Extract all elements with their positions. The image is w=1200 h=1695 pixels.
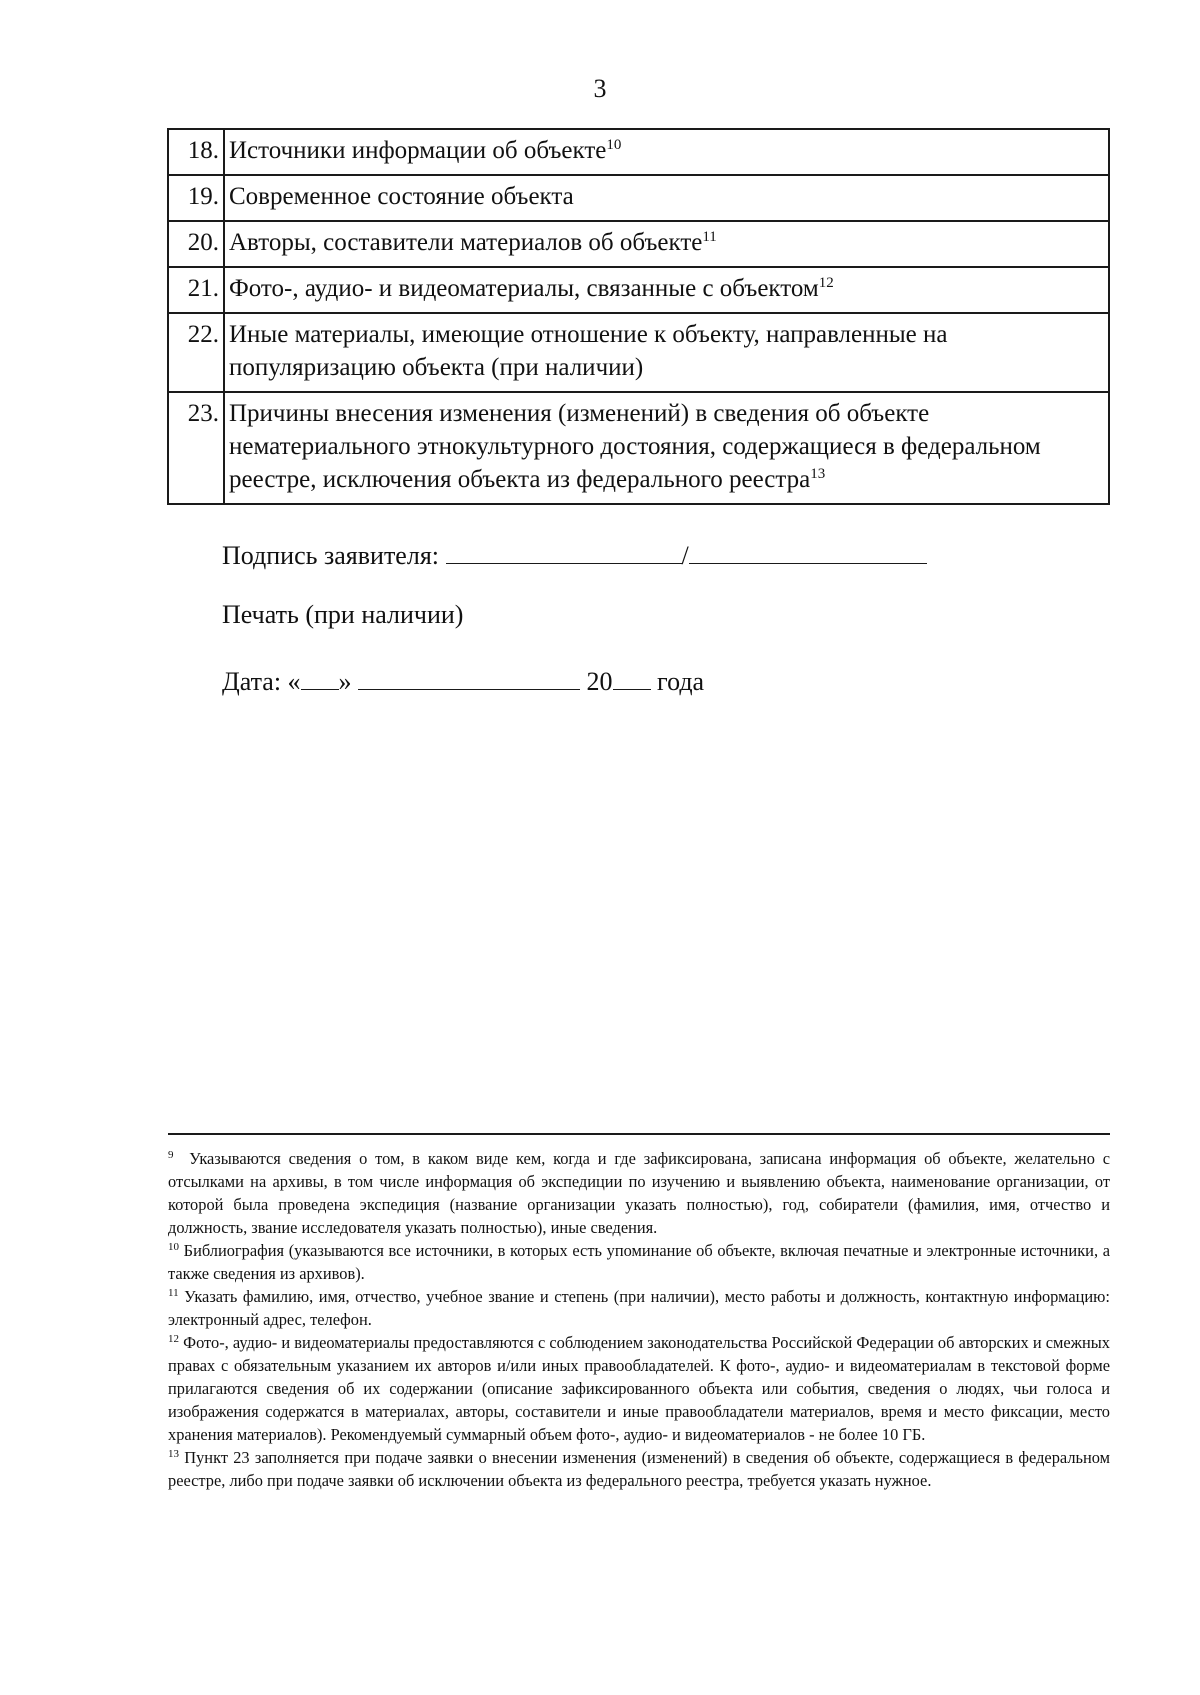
footnote-item bbox=[168, 1285, 1110, 1331]
signature-field[interactable] bbox=[446, 537, 682, 564]
footnote-text: Пункт 23 заполняется при подаче заявки о внесении изменения (изменений) в сведения об объекте, содержащиеся в федеральном реестре, либо при подаче заявки об исключении объекта из федерального реестра, требуется указать нужное. bbox=[168, 1448, 1110, 1490]
footnote-text: Библиография (указываются все источники, в которых есть упоминание об объекте, включая печатные и электронные источники, а также сведения из архивов). bbox=[168, 1241, 1110, 1283]
footnote-item bbox=[168, 1147, 1110, 1239]
table-row bbox=[168, 175, 1109, 221]
row-number: 21. bbox=[168, 267, 224, 313]
footnote-text: Указываются сведения о том, в каком виде кем, когда и где зафиксирована, записана информация об объекте, желательно с отсылками на архивы, в том числе информация об экспедиции по изучению и выявлению объекта, наименование организации, от которой была проведена экспедиция (название организации указать полностью), год, собиратели (фамилия, имя, отчество и должность, звание исследователя указать полностью), иные сведения. bbox=[168, 1149, 1110, 1237]
page-number: 3 bbox=[593, 74, 607, 103]
footnote-ref[interactable]: 12 bbox=[818, 275, 834, 291]
table-row bbox=[168, 221, 1109, 267]
date-close-quote: » bbox=[338, 667, 352, 696]
row-label: Иные материалы, имеющие отношение к объекту, направленные на популяризацию объекта (при наличии) bbox=[229, 321, 948, 381]
row-number: 22. bbox=[168, 313, 224, 392]
row-text bbox=[224, 221, 1109, 267]
row-text bbox=[224, 175, 1109, 221]
footnote-text: Фото-, аудио- и видеоматериалы предоставляются с соблюдением законодательства Российской Федерации об авторских и смежных правах с обязательным указанием их авторов и/или иных правообладателей. К фото-, аудио- и видеоматериалам в текстовой форме прилагаются сведения об их содержании (описание зафиксированного объекта или события, сведения о людях, чьи голоса и изображения содержатся в материалах, авторы, составители и иные правообладатели материалов, время и место фиксации, место хранения материалов). Рекомендуемый суммарный объем фото-, аудио- и видеоматериалов - не более 10 ГБ. bbox=[168, 1333, 1110, 1444]
footnote-item bbox=[168, 1331, 1110, 1446]
footnote-item bbox=[168, 1239, 1110, 1285]
footnote-mark: 9 bbox=[168, 1149, 174, 1161]
row-text bbox=[224, 392, 1109, 504]
date-year-suffix: года bbox=[657, 667, 705, 696]
date-month-field[interactable] bbox=[358, 663, 580, 690]
footnote-mark: 10 bbox=[168, 1241, 179, 1253]
row-text bbox=[224, 313, 1109, 392]
table-row bbox=[168, 313, 1109, 392]
table-row bbox=[168, 267, 1109, 313]
date-year-prefix: 20 bbox=[586, 667, 613, 696]
seal-label: Печать (при наличии) bbox=[222, 600, 464, 629]
footnotes bbox=[168, 1147, 1110, 1492]
footnote-ref[interactable]: 10 bbox=[606, 137, 622, 153]
date-day-field[interactable] bbox=[301, 663, 339, 690]
footnote-item bbox=[168, 1446, 1110, 1492]
seal-line bbox=[222, 600, 463, 630]
row-label: Авторы, составители материалов об объекте bbox=[229, 229, 703, 256]
row-text bbox=[224, 267, 1109, 313]
signature-name-field[interactable] bbox=[689, 537, 927, 564]
row-label: Современное состояние объекта bbox=[229, 183, 574, 210]
date-line bbox=[222, 663, 704, 697]
footnote-ref[interactable]: 13 bbox=[810, 466, 826, 482]
row-number: 18. bbox=[168, 129, 224, 175]
footnote-text: Указать фамилию, имя, отчество, учебное звание и степень (при наличии), место работы и должность, контактную информацию: электронный адрес, телефон. bbox=[168, 1287, 1110, 1329]
row-number: 20. bbox=[168, 221, 224, 267]
row-label: Причины внесения изменения (изменений) в сведения об объекте нематериального этнокультурного достояния, содержащиеся в федеральном реестре, исключения объекта из федерального реестра bbox=[229, 400, 1041, 493]
signature-line bbox=[222, 537, 927, 571]
footnote-divider bbox=[168, 1133, 1110, 1135]
table-row bbox=[168, 392, 1109, 504]
table-row bbox=[168, 129, 1109, 175]
date-year-field[interactable] bbox=[613, 663, 651, 690]
row-number: 23. bbox=[168, 392, 224, 504]
signature-label: Подпись заявителя: bbox=[222, 541, 440, 570]
footnote-ref[interactable]: 11 bbox=[702, 229, 717, 245]
footnote-mark: 13 bbox=[168, 1448, 179, 1460]
row-label: Фото-, аудио- и видеоматериалы, связанные с объектом bbox=[229, 275, 819, 302]
date-label: Дата: « bbox=[222, 667, 301, 696]
row-number: 19. bbox=[168, 175, 224, 221]
footnote-mark: 12 bbox=[168, 1333, 179, 1345]
footnote-mark: 11 bbox=[168, 1287, 179, 1299]
application-table bbox=[167, 128, 1110, 505]
signature-slash: / bbox=[681, 541, 689, 570]
row-text bbox=[224, 129, 1109, 175]
row-label: Источники информации об объекте bbox=[229, 137, 607, 164]
